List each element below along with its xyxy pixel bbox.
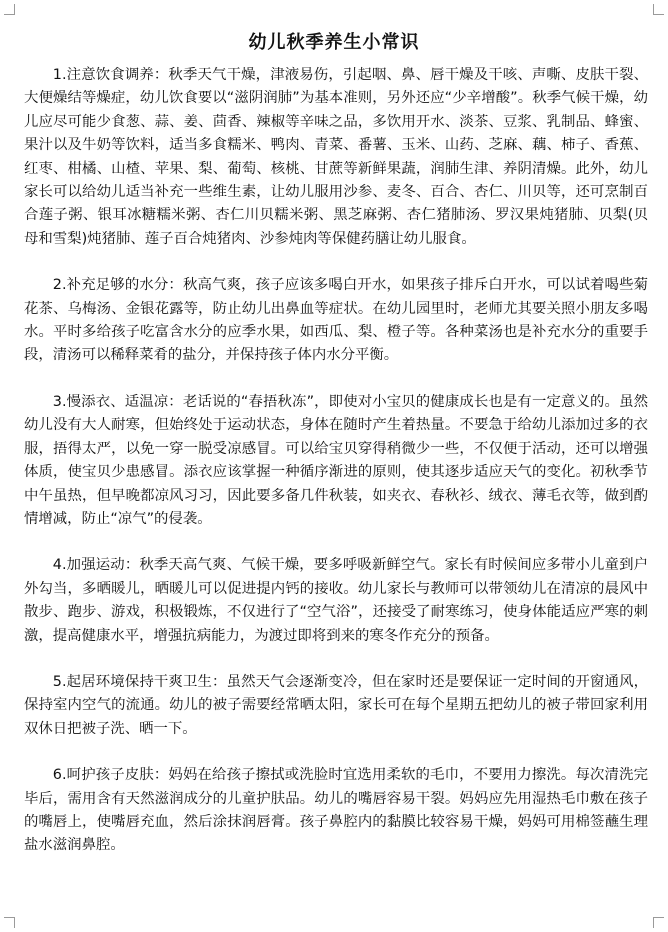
paragraph-diet: 1.注意饮食调养：秋季天气干燥，津液易伤，引起咽、鼻、唇干燥及干咳、声嘶、皮肤干裂、大便燥结等燥症，幼儿饮食要以“滋阴润肺”为基本准则，另外还应“少辛增酸”。秋季气候干燥，幼儿应尽可能少食葱、蒜、姜、茴香、辣椒等辛味之品，多饮用开水、淡茶、豆浆、乳制品、蜂蜜、果汁以及牛奶等饮料，适当多食糯米、鸭肉、青菜、番薯、玉米、山药、芝麻、藕、柿子、香蕉、红枣、柑橘、山楂、苹果、梨、葡萄、核桃、甘蔗等新鲜果蔬，润肺生津、养阴清燥。此外，幼儿家长可以给幼儿适当补充一些维生素，让幼儿服用沙参、麦冬、百合、杏仁、川贝等，还可烹制百合莲子粥、银耳冰糖糯米粥、杏仁川贝糯米粥、黑芝麻粥、杏仁猪肺汤、罗汉果炖猪肺、贝梨(贝母和雪梨)炖猪肺、莲子百合炖猪肉、沙参炖肉等保健药膳让幼儿服食。 — [24, 67, 648, 247]
paragraph-environment: 5.起居环境保持干爽卫生：虽然天气会逐渐变冷，但在家时还是要保证一定时间的开窗通风，保持室内空气的流通。幼儿的被子需要经常晒太阳，家长可在每个星期五把幼儿的被子带回家利用双休日把被子洗、晒一下。 — [24, 673, 648, 737]
paragraph-skin-care: 6.呵护孩子皮肤：妈妈在给孩子擦拭或洗脸时宜选用柔软的毛巾，不要用力擦洗。每次清洗完毕后，需用含有天然滋润成分的儿童护肤品。幼儿的嘴唇容易干裂。妈妈应先用湿热毛巾敷在孩子的嘴唇上，使嘴唇充血，然后涂抹润唇膏。孩子鼻腔内的黏膜比较容易干燥，妈妈可用棉签蘸生理盐水滋润鼻腔。 — [24, 767, 648, 854]
page-corner-mark — [653, 917, 664, 928]
paragraph-exercise: 4.加强运动：秋季天高气爽、气候干燥，要多呼吸新鲜空气。家长有时候间应多带小儿童到户外勾当，多晒暖儿，晒暖儿可以促进提内钙的接收。幼儿家长与教师可以带领幼儿在清凉的晨风中散步、跑步、游戏，积极锻炼，不仅进行了“空气浴”，还接受了耐寒练习，使身体能适应严寒的刺激，提高健康水平，增强抗病能力，为渡过即将到来的寒冬作充分的预备。 — [24, 557, 648, 644]
document-body — [24, 64, 648, 881]
page-corner-mark — [653, 4, 664, 15]
page-corner-mark — [4, 4, 15, 15]
paragraph-water: 2.补充足够的水分：秋高气爽，孩子应该多喝白开水，如果孩子排斥白开水，可以试着喝些菊花茶、乌梅汤、金银花露等，防止幼儿出鼻血等症状。在幼儿园里时，老师尤其要关照小朋友多喝水。平时多给孩子吃富含水分的应季水果，如西瓜、梨、橙子等。各种菜汤也是补充水分的重要手段，清汤可以稀释菜肴的盐分，并保持孩子体内水分平衡。 — [24, 277, 648, 364]
paragraph-clothing: 3.慢添衣、适温凉：老话说的“春捂秋冻”，即使对小宝贝的健康成长也是有一定意义的。虽然幼儿没有大人耐寒，但始终处于运动状态，身体在随时产生着热量。不要急于给幼儿添加过多的衣服，捂得太严，以免一穿一脱受凉感冒。可以给宝贝穿得稍微少一些，不仅便于活动，还可以增强体质，使宝贝少患感冒。添衣应该掌握一种循序渐进的原则，使其逐步适应天气的变化。初秋季节中午虽热，但早晚都凉风习习，因此要多备几件秋装，如夹衣、春秋衫、绒衣、薄毛衣等，做到酌情增减，防止“凉气”的侵袭。 — [24, 393, 648, 527]
page-corner-mark — [4, 917, 15, 928]
document-title: 幼儿秋季养生小常识 — [248, 32, 420, 53]
